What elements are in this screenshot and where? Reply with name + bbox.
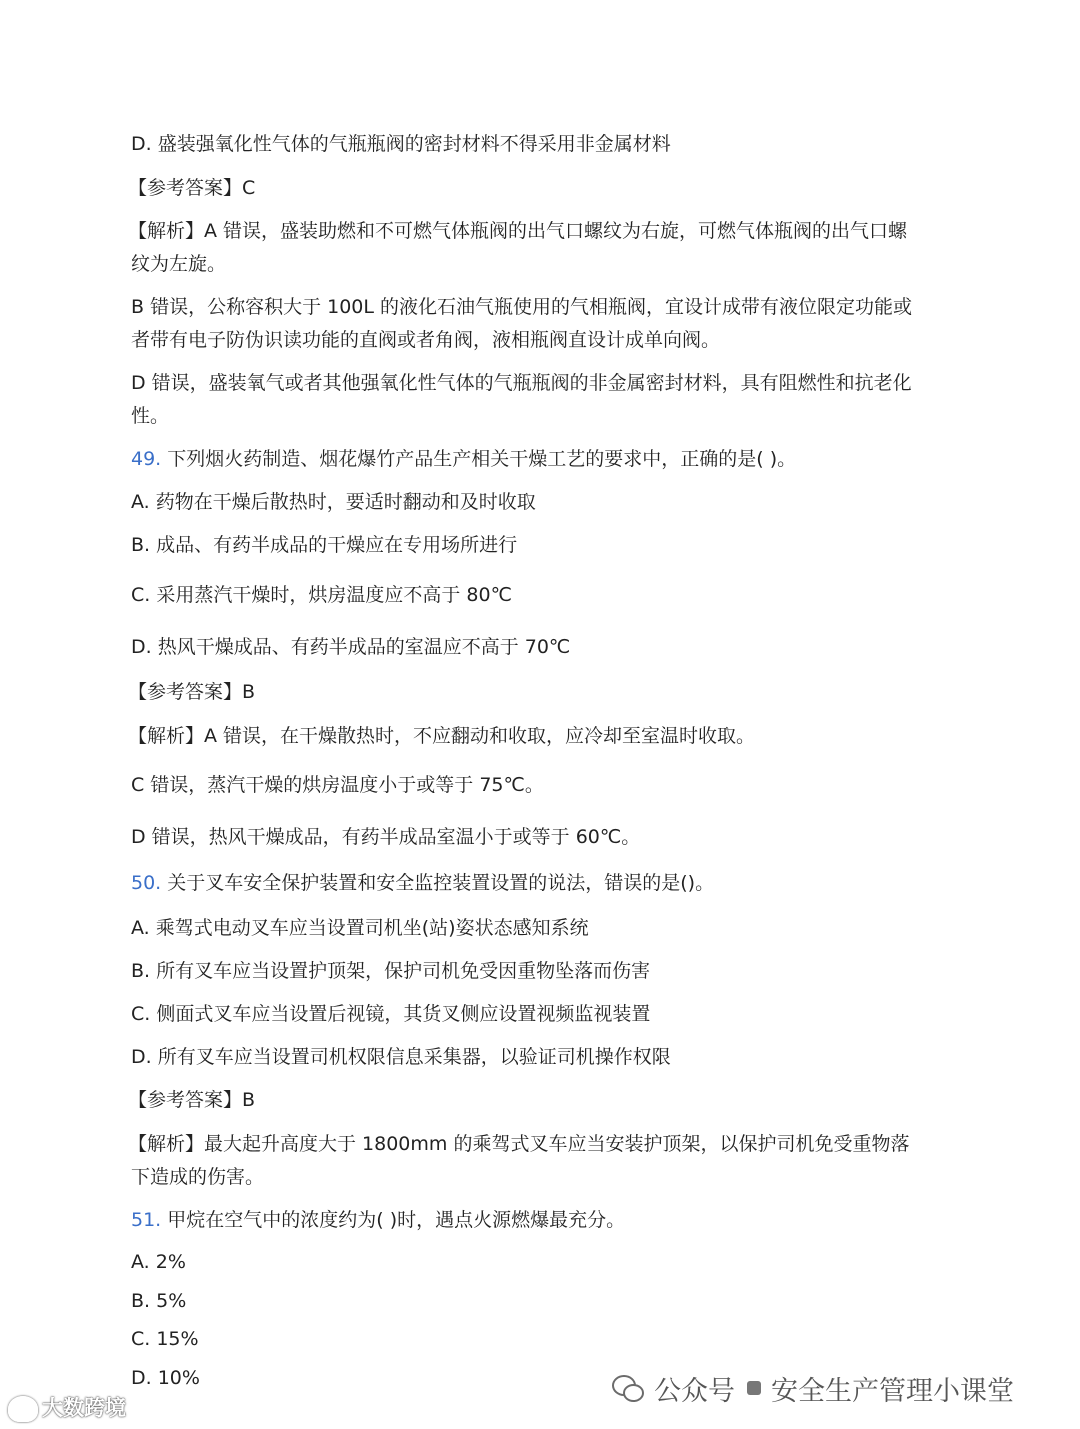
analysis-49-d: D 错误，热风干燥成品，有药半成品室温小于或等于 60℃。 <box>131 826 641 848</box>
brand-logo-icon <box>8 1396 38 1422</box>
question-51 <box>131 1207 625 1233</box>
question-text: 关于叉车安全保护装置和安全监控装置设置的说法，错误的是()。 <box>161 872 715 894</box>
watermark-left <box>8 1394 126 1422</box>
question-number: 49. <box>131 448 162 470</box>
question-number: 50. <box>131 872 162 894</box>
watermark-left-text: 大数跨境 <box>42 1396 126 1420</box>
option-b-51: B. 5% <box>131 1290 187 1312</box>
wechat-icon <box>612 1373 642 1403</box>
analysis-50-line2: 下造成的伤害。 <box>131 1166 265 1188</box>
option-b-49: B. 成品、有药半成品的干燥应在专用场所进行 <box>131 534 518 556</box>
answer-50: 【参考答案】B <box>128 1089 256 1111</box>
question-49 <box>131 446 796 472</box>
option-d-49: D. 热风干燥成品、有药半成品的室温应不高于 70℃ <box>131 636 571 658</box>
analysis-48-d-line1: D 错误，盛装氧气或者其他强氧化性气体的气瓶瓶阀的非金属密封材料，具有阻燃性和抗老化 <box>131 372 912 394</box>
analysis-48-line2: 纹为左旋。 <box>131 253 227 275</box>
option-d-51: D. 10% <box>131 1367 200 1389</box>
analysis-48-d-line2: 性。 <box>131 405 170 427</box>
analysis-48-line1: 【解析】A 错误，盛装助燃和不可燃气体瓶阀的出气口螺纹为右旋，可燃气体瓶阀的出气口螺 <box>128 220 908 242</box>
question-number: 51. <box>131 1209 162 1231</box>
analysis-48-b-line1: B 错误，公称容积大于 100L 的液化石油气瓶使用的气相瓶阀，宜设计成带有液位限定功能或 <box>131 296 913 318</box>
option-c-49: C. 采用蒸汽干燥时，烘房温度应不高于 80℃ <box>131 584 512 606</box>
analysis-48-b-line2: 者带有电子防伪识读功能的直阀或者角阀，液相瓶阀直设计成单向阀。 <box>131 329 721 351</box>
option-c-50: C. 侧面式叉车应当设置后视镜，其货叉侧应设置视频监视装置 <box>131 1003 651 1025</box>
watermark-right <box>612 1368 1014 1408</box>
watermark-right-name: 安全生产管理小课堂 <box>771 1375 1014 1407</box>
analysis-50-line1: 【解析】最大起升高度大于 1800mm 的乘驾式叉车应当安装护顶架，以保护司机免受重物落 <box>128 1133 910 1155</box>
option-d-48: D. 盛装强氧化性气体的气瓶瓶阀的密封材料不得采用非金属材料 <box>131 133 671 155</box>
analysis-49-a: 【解析】A 错误，在干燥散热时，不应翻动和收取，应冷却至室温时收取。 <box>128 725 756 747</box>
watermark-right-label: 公众号 <box>654 1375 735 1407</box>
answer-48: 【参考答案】C <box>128 177 256 199</box>
question-text: 下列烟火药制造、烟花爆竹产品生产相关干燥工艺的要求中，正确的是( )。 <box>161 448 797 470</box>
option-a-49: A. 药物在干燥后散热时，要适时翻动和及时收取 <box>131 491 536 513</box>
option-c-51: C. 15% <box>131 1328 199 1350</box>
option-d-50: D. 所有叉车应当设置司机权限信息采集器，以验证司机操作权限 <box>131 1046 671 1068</box>
separator-dot-icon <box>747 1381 761 1395</box>
question-text: 甲烷在空气中的浓度约为( )时，遇点火源燃爆最充分。 <box>161 1209 626 1231</box>
question-50 <box>131 870 714 896</box>
answer-49: 【参考答案】B <box>128 681 256 703</box>
option-b-50: B. 所有叉车应当设置护顶架，保护司机免受因重物坠落而伤害 <box>131 960 651 982</box>
option-a-50: A. 乘驾式电动叉车应当设置司机坐(站)姿状态感知系统 <box>131 917 589 939</box>
analysis-49-c: C 错误，蒸汽干燥的烘房温度小于或等于 75℃。 <box>131 774 544 796</box>
option-a-51: A. 2% <box>131 1251 186 1273</box>
